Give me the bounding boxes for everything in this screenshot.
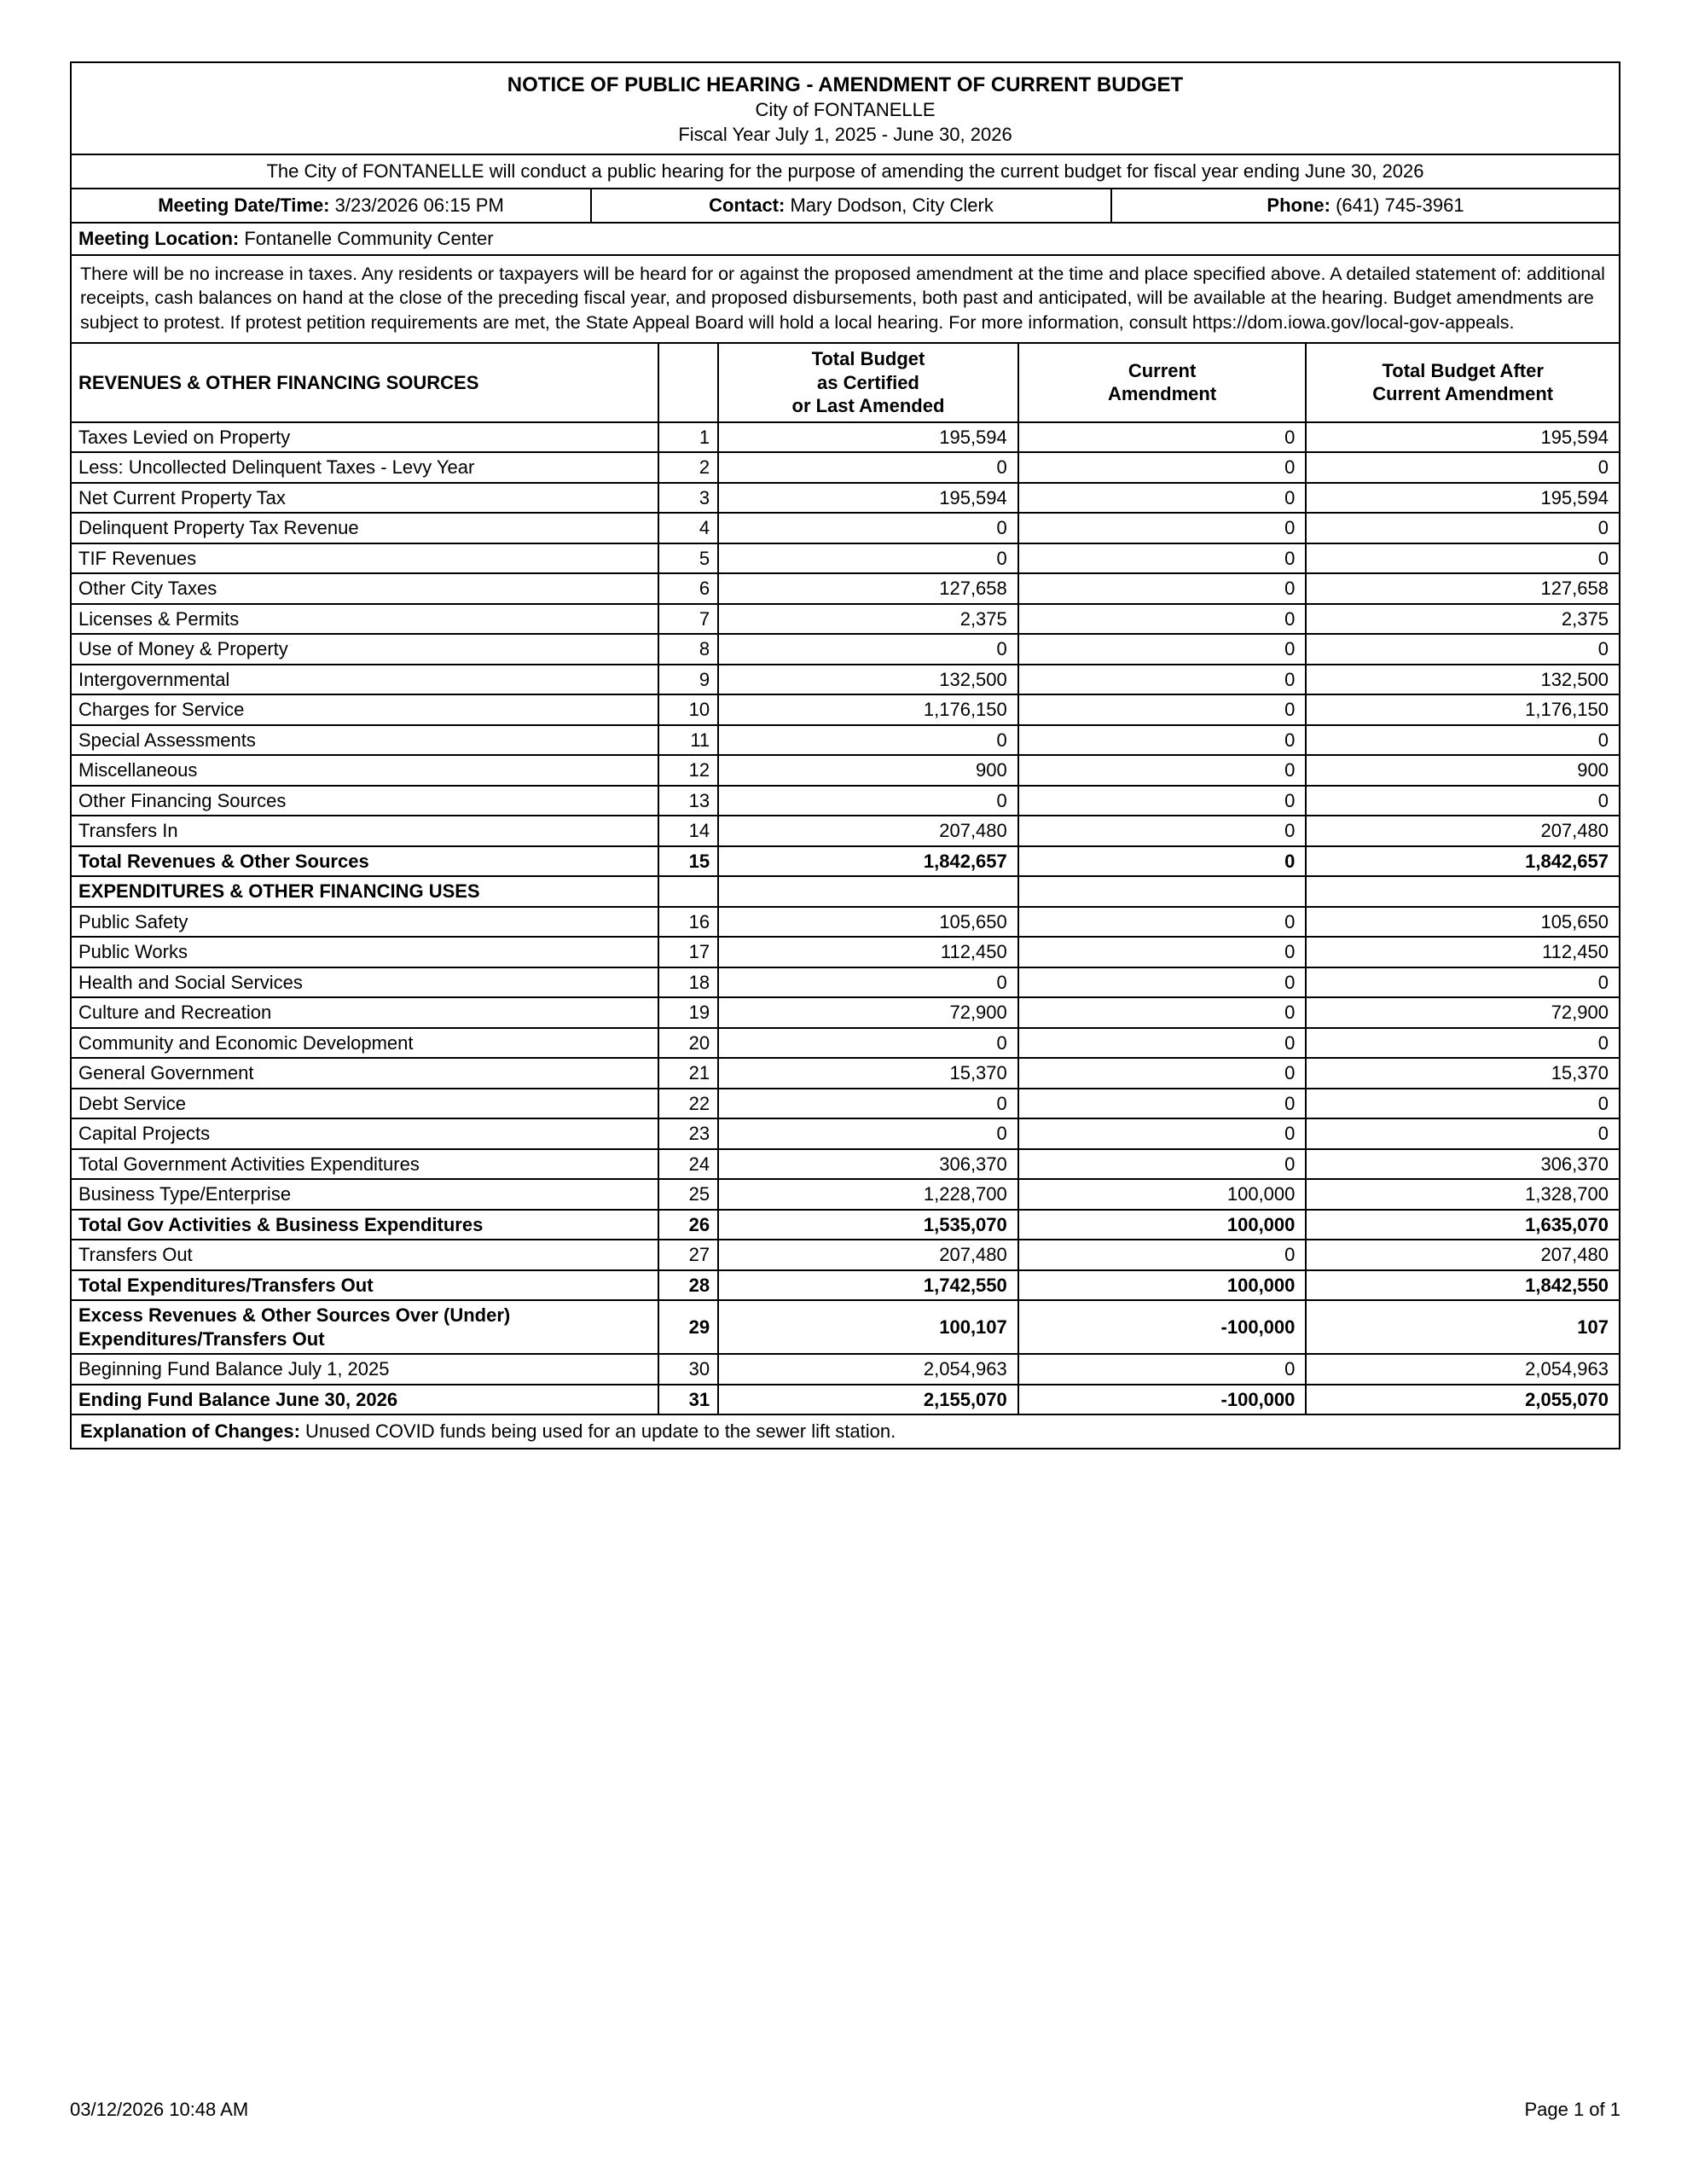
table-row: [72, 605, 1619, 636]
row-line-number: 15: [659, 847, 719, 878]
row-label: Use of Money & Property: [72, 635, 659, 665]
table-row: [72, 574, 1619, 605]
table-row: [72, 544, 1619, 575]
revenue-rows: [72, 423, 1619, 878]
row-amendment-amount: 0: [1019, 1240, 1307, 1271]
row-certified-amount: 1,842,657: [719, 847, 1019, 878]
row-line-number: 8: [659, 635, 719, 665]
header-current-amendment: Current Amendment: [1019, 344, 1307, 423]
row-amendment-amount: 0: [1019, 756, 1307, 787]
contact-value: Mary Dodson, City Clerk: [790, 195, 994, 217]
row-amendment-amount: 0: [1019, 544, 1307, 575]
row-line-number: 21: [659, 1059, 719, 1089]
row-after-amount: 0: [1307, 544, 1619, 575]
explanation-row: [72, 1415, 1619, 1448]
row-label: Intergovernmental: [72, 665, 659, 696]
row-label: Other City Taxes: [72, 574, 659, 605]
city-name: City of FONTANELLE: [755, 99, 936, 121]
row-after-amount: 2,375: [1307, 605, 1619, 636]
table-row: [72, 1059, 1619, 1089]
row-line-number: 2: [659, 453, 719, 484]
row-line-number: 25: [659, 1180, 719, 1211]
row-label: Other Financing Sources: [72, 787, 659, 817]
expenditures-section-amendment: [1019, 877, 1307, 908]
fiscal-year: Fiscal Year July 1, 2025 - June 30, 2026: [678, 123, 1012, 145]
row-label: Ending Fund Balance June 30, 2026: [72, 1385, 659, 1416]
row-amendment-amount: 0: [1019, 1089, 1307, 1120]
row-line-number: 28: [659, 1271, 719, 1302]
table-row: [72, 816, 1619, 847]
row-after-amount: 0: [1307, 1089, 1619, 1120]
header-revenues-section: REVENUES & OTHER FINANCING SOURCES: [72, 344, 659, 423]
row-line-number: 11: [659, 726, 719, 757]
row-certified-amount: 0: [719, 635, 1019, 665]
row-after-amount: 0: [1307, 968, 1619, 999]
row-certified-amount: 105,650: [719, 908, 1019, 938]
row-line-number: 14: [659, 816, 719, 847]
row-after-amount: 0: [1307, 514, 1619, 544]
row-line-number: 22: [659, 1089, 719, 1120]
row-amendment-amount: 0: [1019, 998, 1307, 1029]
row-certified-amount: 1,176,150: [719, 695, 1019, 726]
row-amendment-amount: 0: [1019, 1059, 1307, 1089]
row-after-amount: 207,480: [1307, 1240, 1619, 1271]
row-certified-amount: 0: [719, 453, 1019, 484]
expenditures-section-line: [659, 877, 719, 908]
meeting-location-label: Meeting Location:: [78, 227, 240, 249]
row-amendment-amount: 0: [1019, 695, 1307, 726]
row-amendment-amount: 0: [1019, 1355, 1307, 1385]
row-label: Taxes Levied on Property: [72, 423, 659, 454]
row-line-number: 5: [659, 544, 719, 575]
table-row: [72, 453, 1619, 484]
row-label: Charges for Service: [72, 695, 659, 726]
table-row: [72, 968, 1619, 999]
row-certified-amount: 0: [719, 968, 1019, 999]
row-amendment-amount: -100,000: [1019, 1301, 1307, 1355]
row-certified-amount: 900: [719, 756, 1019, 787]
row-line-number: 12: [659, 756, 719, 787]
row-line-number: 9: [659, 665, 719, 696]
table-row: [72, 1240, 1619, 1271]
row-amendment-amount: 0: [1019, 847, 1307, 878]
header-total-budget-after: Total Budget After Current Amendment: [1307, 344, 1619, 423]
row-label: Total Revenues & Other Sources: [72, 847, 659, 878]
page-title: NOTICE OF PUBLIC HEARING - AMENDMENT OF CURRENT BUDGET: [507, 73, 1184, 96]
row-line-number: 16: [659, 908, 719, 938]
row-certified-amount: 100,107: [719, 1301, 1019, 1355]
row-after-amount: 0: [1307, 1029, 1619, 1060]
row-after-amount: 207,480: [1307, 816, 1619, 847]
row-line-number: 3: [659, 484, 719, 514]
table-row: [72, 847, 1619, 878]
row-amendment-amount: 0: [1019, 908, 1307, 938]
table-row: [72, 695, 1619, 726]
row-after-amount: 1,176,150: [1307, 695, 1619, 726]
table-row: [72, 1211, 1619, 1241]
table-row: [72, 908, 1619, 938]
table-row: [72, 1029, 1619, 1060]
hearing-notice-text: The City of FONTANELLE will conduct a public hearing for the purpose of amending the current budget for fiscal year ending June 30, 2026: [72, 155, 1619, 189]
row-line-number: 4: [659, 514, 719, 544]
row-certified-amount: 207,480: [719, 1240, 1019, 1271]
row-after-amount: 0: [1307, 726, 1619, 757]
row-certified-amount: 2,054,963: [719, 1355, 1019, 1385]
row-after-amount: 306,370: [1307, 1150, 1619, 1181]
row-label: Business Type/Enterprise: [72, 1180, 659, 1211]
row-certified-amount: 0: [719, 1029, 1019, 1060]
row-amendment-amount: 0: [1019, 1029, 1307, 1060]
contact-label: Contact:: [709, 195, 786, 217]
row-after-amount: 0: [1307, 635, 1619, 665]
table-row: [72, 665, 1619, 696]
row-after-amount: 112,450: [1307, 938, 1619, 968]
row-certified-amount: 1,535,070: [719, 1211, 1019, 1241]
row-amendment-amount: 0: [1019, 968, 1307, 999]
row-certified-amount: 0: [719, 787, 1019, 817]
row-after-amount: 15,370: [1307, 1059, 1619, 1089]
notice-paragraph: There will be no increase in taxes. Any residents or taxpayers will be heard for or against the proposed amendment at the time and place specified above. A detailed statement of: additional receipts, cash balances on hand at the close of the preceding fiscal year, and proposed disbursements, both past and anticipated, will be available at the hearing. Budget amendments are subject to protest. If protest petition requirements are met, the State Appeal Board will hold a local hearing. For more information, consult https://dom.iowa.gov/local-gov-appeals.: [72, 256, 1619, 344]
row-line-number: 31: [659, 1385, 719, 1416]
table-row: [72, 1301, 1619, 1355]
row-certified-amount: 195,594: [719, 423, 1019, 454]
phone-value: (641) 745-3961: [1336, 195, 1464, 217]
expenditures-section-certified: [719, 877, 1019, 908]
row-amendment-amount: 0: [1019, 665, 1307, 696]
row-line-number: 27: [659, 1240, 719, 1271]
row-after-amount: 127,658: [1307, 574, 1619, 605]
meeting-datetime-value: 3/23/2026 06:15 PM: [334, 195, 504, 217]
header-total-budget-certified: Total Budget as Certified or Last Amended: [719, 344, 1019, 423]
row-label: Public Works: [72, 938, 659, 968]
row-certified-amount: 0: [719, 544, 1019, 575]
table-header-row: [72, 344, 1619, 423]
row-line-number: 7: [659, 605, 719, 636]
row-label: Community and Economic Development: [72, 1029, 659, 1060]
table-row: [72, 514, 1619, 544]
row-label: Transfers Out: [72, 1240, 659, 1271]
row-after-amount: 195,594: [1307, 423, 1619, 454]
row-line-number: 10: [659, 695, 719, 726]
row-amendment-amount: 0: [1019, 423, 1307, 454]
row-certified-amount: 15,370: [719, 1059, 1019, 1089]
row-label: Excess Revenues & Other Sources Over (Under) Expenditures/Transfers Out: [72, 1301, 659, 1355]
row-certified-amount: 112,450: [719, 938, 1019, 968]
row-label: General Government: [72, 1059, 659, 1089]
row-after-amount: 0: [1307, 1119, 1619, 1150]
contact-cell: [592, 189, 1112, 224]
page-footer: [70, 2099, 1620, 2121]
row-line-number: 20: [659, 1029, 719, 1060]
row-amendment-amount: 100,000: [1019, 1271, 1307, 1302]
table-row: [72, 1355, 1619, 1385]
row-after-amount: 1,328,700: [1307, 1180, 1619, 1211]
table-row: [72, 1150, 1619, 1181]
phone-cell: [1112, 189, 1619, 224]
expenditures-section-after: [1307, 877, 1619, 908]
footer-page-number: Page 1 of 1: [1524, 2099, 1620, 2120]
table-row: [72, 998, 1619, 1029]
row-certified-amount: 0: [719, 514, 1019, 544]
row-line-number: 18: [659, 968, 719, 999]
row-label: Total Expenditures/Transfers Out: [72, 1271, 659, 1302]
meeting-datetime-cell: [72, 189, 592, 224]
row-after-amount: 900: [1307, 756, 1619, 787]
table-row: [72, 635, 1619, 665]
row-after-amount: 105,650: [1307, 908, 1619, 938]
row-after-amount: 195,594: [1307, 484, 1619, 514]
row-certified-amount: 2,155,070: [719, 1385, 1019, 1416]
row-label: Public Safety: [72, 908, 659, 938]
row-line-number: 30: [659, 1355, 719, 1385]
row-amendment-amount: 0: [1019, 484, 1307, 514]
row-certified-amount: 72,900: [719, 998, 1019, 1029]
row-label: Net Current Property Tax: [72, 484, 659, 514]
row-line-number: 6: [659, 574, 719, 605]
table-row: [72, 1180, 1619, 1211]
table-row: [72, 1119, 1619, 1150]
table-row: [72, 938, 1619, 968]
row-amendment-amount: 100,000: [1019, 1180, 1307, 1211]
row-after-amount: 0: [1307, 453, 1619, 484]
row-amendment-amount: 0: [1019, 938, 1307, 968]
row-after-amount: 2,055,070: [1307, 1385, 1619, 1416]
meeting-info-row: [72, 189, 1619, 224]
row-label: Licenses & Permits: [72, 605, 659, 636]
meeting-datetime-label: Meeting Date/Time:: [158, 195, 330, 217]
row-line-number: 19: [659, 998, 719, 1029]
row-certified-amount: 1,228,700: [719, 1180, 1019, 1211]
row-after-amount: 1,842,657: [1307, 847, 1619, 878]
table-row: [72, 484, 1619, 514]
explanation-value: Unused COVID funds being used for an update to the sewer lift station.: [305, 1420, 896, 1442]
row-amendment-amount: 0: [1019, 787, 1307, 817]
row-label: TIF Revenues: [72, 544, 659, 575]
expenditures-section-row: [72, 877, 1619, 908]
row-certified-amount: 1,742,550: [719, 1271, 1019, 1302]
title-block: [72, 63, 1619, 155]
row-label: Total Government Activities Expenditures: [72, 1150, 659, 1181]
row-line-number: 24: [659, 1150, 719, 1181]
row-label: Beginning Fund Balance July 1, 2025: [72, 1355, 659, 1385]
row-certified-amount: 0: [719, 726, 1019, 757]
row-certified-amount: 2,375: [719, 605, 1019, 636]
row-amendment-amount: 0: [1019, 605, 1307, 636]
row-certified-amount: 207,480: [719, 816, 1019, 847]
row-after-amount: 1,842,550: [1307, 1271, 1619, 1302]
row-line-number: 26: [659, 1211, 719, 1241]
row-certified-amount: 0: [719, 1089, 1019, 1120]
meeting-location-value: Fontanelle Community Center: [244, 227, 494, 249]
row-label: Delinquent Property Tax Revenue: [72, 514, 659, 544]
budget-notice-table: [70, 61, 1620, 1449]
table-row: [72, 726, 1619, 757]
row-label: Transfers In: [72, 816, 659, 847]
row-certified-amount: 132,500: [719, 665, 1019, 696]
footer-timestamp: 03/12/2026 10:48 AM: [70, 2099, 249, 2120]
table-row: [72, 787, 1619, 817]
expenditure-rows: [72, 908, 1619, 1416]
row-amendment-amount: 100,000: [1019, 1211, 1307, 1241]
row-line-number: 23: [659, 1119, 719, 1150]
row-after-amount: 2,054,963: [1307, 1355, 1619, 1385]
table-row: [72, 1089, 1619, 1120]
table-row: [72, 1271, 1619, 1302]
row-label: Less: Uncollected Delinquent Taxes - Levy Year: [72, 453, 659, 484]
row-after-amount: 132,500: [1307, 665, 1619, 696]
row-certified-amount: 127,658: [719, 574, 1019, 605]
row-after-amount: 72,900: [1307, 998, 1619, 1029]
header-line-number: [659, 344, 719, 423]
row-amendment-amount: 0: [1019, 726, 1307, 757]
row-amendment-amount: 0: [1019, 574, 1307, 605]
row-label: Culture and Recreation: [72, 998, 659, 1029]
row-label: Health and Social Services: [72, 968, 659, 999]
row-certified-amount: 0: [719, 1119, 1019, 1150]
phone-label: Phone:: [1267, 195, 1330, 217]
row-amendment-amount: 0: [1019, 635, 1307, 665]
table-row: [72, 756, 1619, 787]
expenditures-section-label: EXPENDITURES & OTHER FINANCING USES: [72, 877, 659, 908]
row-amendment-amount: 0: [1019, 453, 1307, 484]
row-label: Total Gov Activities & Business Expenditures: [72, 1211, 659, 1241]
table-row: [72, 1385, 1619, 1416]
row-amendment-amount: 0: [1019, 816, 1307, 847]
row-line-number: 17: [659, 938, 719, 968]
meeting-location-row: [72, 224, 1619, 256]
row-label: Miscellaneous: [72, 756, 659, 787]
row-certified-amount: 195,594: [719, 484, 1019, 514]
row-after-amount: 107: [1307, 1301, 1619, 1355]
row-line-number: 13: [659, 787, 719, 817]
row-label: Capital Projects: [72, 1119, 659, 1150]
row-line-number: 1: [659, 423, 719, 454]
row-amendment-amount: 0: [1019, 1150, 1307, 1181]
row-amendment-amount: 0: [1019, 514, 1307, 544]
row-amendment-amount: -100,000: [1019, 1385, 1307, 1416]
row-amendment-amount: 0: [1019, 1119, 1307, 1150]
table-row: [72, 423, 1619, 454]
row-after-amount: 1,635,070: [1307, 1211, 1619, 1241]
row-after-amount: 0: [1307, 787, 1619, 817]
row-line-number: 29: [659, 1301, 719, 1355]
row-label: Special Assessments: [72, 726, 659, 757]
explanation-label: Explanation of Changes:: [80, 1420, 300, 1442]
row-certified-amount: 306,370: [719, 1150, 1019, 1181]
row-label: Debt Service: [72, 1089, 659, 1120]
